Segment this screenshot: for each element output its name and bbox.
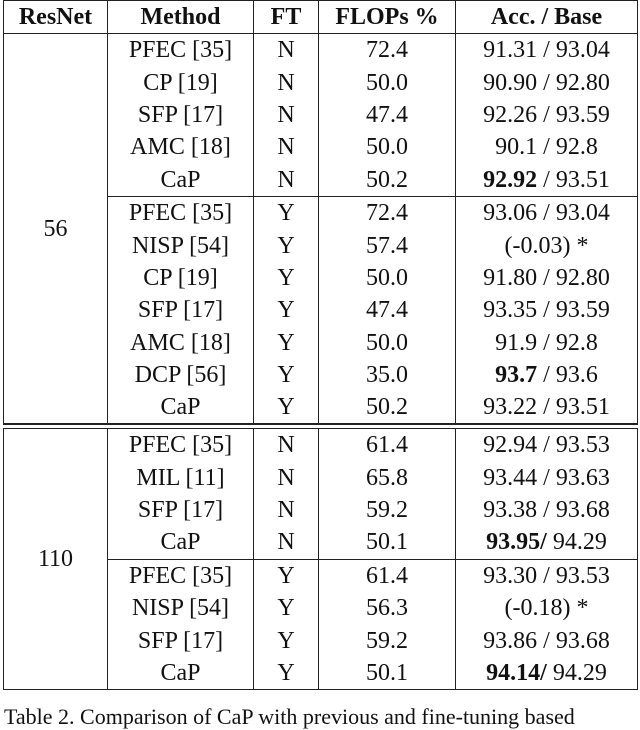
acc-value: 93.44 / 93.63 [483, 464, 610, 491]
flops-cell: 50.0 [319, 262, 456, 294]
acc-value: (-0.03) * [504, 232, 589, 259]
flops-cell: 50.0 [319, 66, 456, 98]
acc-value: 92.26 / 93.59 [483, 101, 610, 128]
ft-cell: Y [254, 196, 319, 229]
method-cell: CaP [108, 164, 254, 197]
flops-cell: 50.0 [319, 131, 456, 163]
flops-cell: 47.4 [319, 99, 456, 131]
ft-cell: N [254, 66, 319, 98]
method-cell: DCP [56] [108, 359, 254, 391]
acc-value: / 93.6 [537, 362, 598, 389]
method-cell: CaP [108, 391, 254, 424]
ft-cell: Y [254, 327, 319, 359]
ft-cell: N [254, 494, 319, 526]
table-row [4, 34, 638, 67]
acc-cell [456, 391, 638, 424]
acc-value: 91.80 / 92.80 [483, 264, 610, 291]
ft-cell: N [254, 34, 319, 67]
method-cell: NISP [54] [108, 592, 254, 624]
header-acc: Acc. / Base [456, 1, 638, 34]
header-ft: FT [254, 1, 319, 34]
acc-cell [456, 526, 638, 559]
flops-cell: 61.4 [319, 429, 456, 462]
ft-cell: Y [254, 294, 319, 326]
method-cell: MIL [11] [108, 461, 254, 493]
acc-value: 91.9 / 92.8 [495, 329, 598, 356]
method-cell: CaP [108, 657, 254, 690]
header-row [4, 1, 638, 34]
flops-cell: 72.4 [319, 196, 456, 229]
acc-cell [456, 624, 638, 656]
ft-cell: Y [254, 559, 319, 592]
acc-value: 94.29 [546, 529, 607, 556]
acc-cell [456, 429, 638, 462]
flops-cell: 56.3 [319, 592, 456, 624]
flops-cell: 50.1 [319, 657, 456, 690]
method-cell: CP [19] [108, 66, 254, 98]
method-cell: CaP [108, 526, 254, 559]
method-cell: PFEC [35] [108, 559, 254, 592]
acc-best-value: 92.92 [483, 166, 538, 193]
table-caption: Table 2. Comparison of CaP with previous and fine-tuning based [4, 704, 575, 729]
flops-cell: 47.4 [319, 294, 456, 326]
acc-value: 92.94 / 93.53 [483, 432, 610, 459]
flops-cell: 50.0 [319, 327, 456, 359]
method-cell: CP [19] [108, 262, 254, 294]
method-cell: SFP [17] [108, 624, 254, 656]
method-cell: SFP [17] [108, 294, 254, 326]
header-flops: FLOPs % [319, 1, 456, 34]
acc-cell [456, 592, 638, 624]
method-cell: PFEC [35] [108, 196, 254, 229]
results-table-resnet110 [3, 428, 638, 690]
flops-cell: 72.4 [319, 34, 456, 67]
method-cell: SFP [17] [108, 494, 254, 526]
method-cell: PFEC [35] [108, 429, 254, 462]
acc-cell [456, 327, 638, 359]
method-cell: AMC [18] [108, 131, 254, 163]
acc-best-value: 94.14/ [486, 659, 547, 686]
acc-cell [456, 196, 638, 229]
ft-cell: Y [254, 359, 319, 391]
acc-value: 93.22 / 93.51 [483, 394, 610, 421]
header-resnet: ResNet [4, 1, 108, 34]
acc-value: (-0.18) * [504, 595, 589, 622]
ft-cell: Y [254, 624, 319, 656]
ft-cell: Y [254, 229, 319, 261]
results-table-resnet56 [3, 0, 638, 425]
acc-cell [456, 66, 638, 98]
acc-cell [456, 131, 638, 163]
acc-cell [456, 494, 638, 526]
method-cell: PFEC [35] [108, 34, 254, 67]
acc-value: 93.35 / 93.59 [483, 297, 610, 324]
flops-cell: 50.1 [319, 526, 456, 559]
acc-best-value: 93.7 [495, 362, 538, 389]
ft-cell: N [254, 131, 319, 163]
acc-cell [456, 262, 638, 294]
acc-cell [456, 34, 638, 67]
acc-value: 91.31 / 93.04 [483, 37, 610, 64]
method-cell: AMC [18] [108, 327, 254, 359]
acc-best-value: 93.95/ [486, 529, 547, 556]
flops-cell: 50.2 [319, 391, 456, 424]
table-divider [3, 423, 637, 424]
ft-cell: N [254, 526, 319, 559]
ft-cell: Y [254, 657, 319, 690]
acc-cell [456, 559, 638, 592]
acc-value: 93.06 / 93.04 [483, 200, 610, 227]
flops-cell: 57.4 [319, 229, 456, 261]
acc-cell [456, 99, 638, 131]
flops-cell: 61.4 [319, 559, 456, 592]
flops-cell: 59.2 [319, 624, 456, 656]
acc-value: / 93.51 [537, 166, 610, 193]
ft-cell: N [254, 429, 319, 462]
ft-cell: N [254, 99, 319, 131]
resnet-depth: 110 [4, 429, 108, 690]
acc-value: 93.38 / 93.68 [483, 496, 610, 523]
ft-cell: N [254, 164, 319, 197]
table-row [4, 429, 638, 462]
acc-cell [456, 164, 638, 197]
header-method: Method [108, 1, 254, 34]
method-cell: NISP [54] [108, 229, 254, 261]
acc-cell [456, 294, 638, 326]
ft-cell: N [254, 461, 319, 493]
flops-cell: 50.2 [319, 164, 456, 197]
acc-cell [456, 461, 638, 493]
acc-value: 90.1 / 92.8 [495, 134, 598, 161]
flops-cell: 35.0 [319, 359, 456, 391]
flops-cell: 59.2 [319, 494, 456, 526]
acc-cell [456, 657, 638, 690]
ft-cell: Y [254, 391, 319, 424]
method-cell: SFP [17] [108, 99, 254, 131]
acc-cell [456, 229, 638, 261]
acc-value: 90.90 / 92.80 [483, 69, 610, 96]
acc-value: 93.30 / 93.53 [483, 562, 610, 589]
acc-cell [456, 359, 638, 391]
acc-value: 94.29 [546, 659, 607, 686]
ft-cell: Y [254, 262, 319, 294]
flops-cell: 65.8 [319, 461, 456, 493]
resnet-depth: 56 [4, 34, 108, 425]
acc-value: 93.86 / 93.68 [483, 627, 610, 654]
ft-cell: Y [254, 592, 319, 624]
